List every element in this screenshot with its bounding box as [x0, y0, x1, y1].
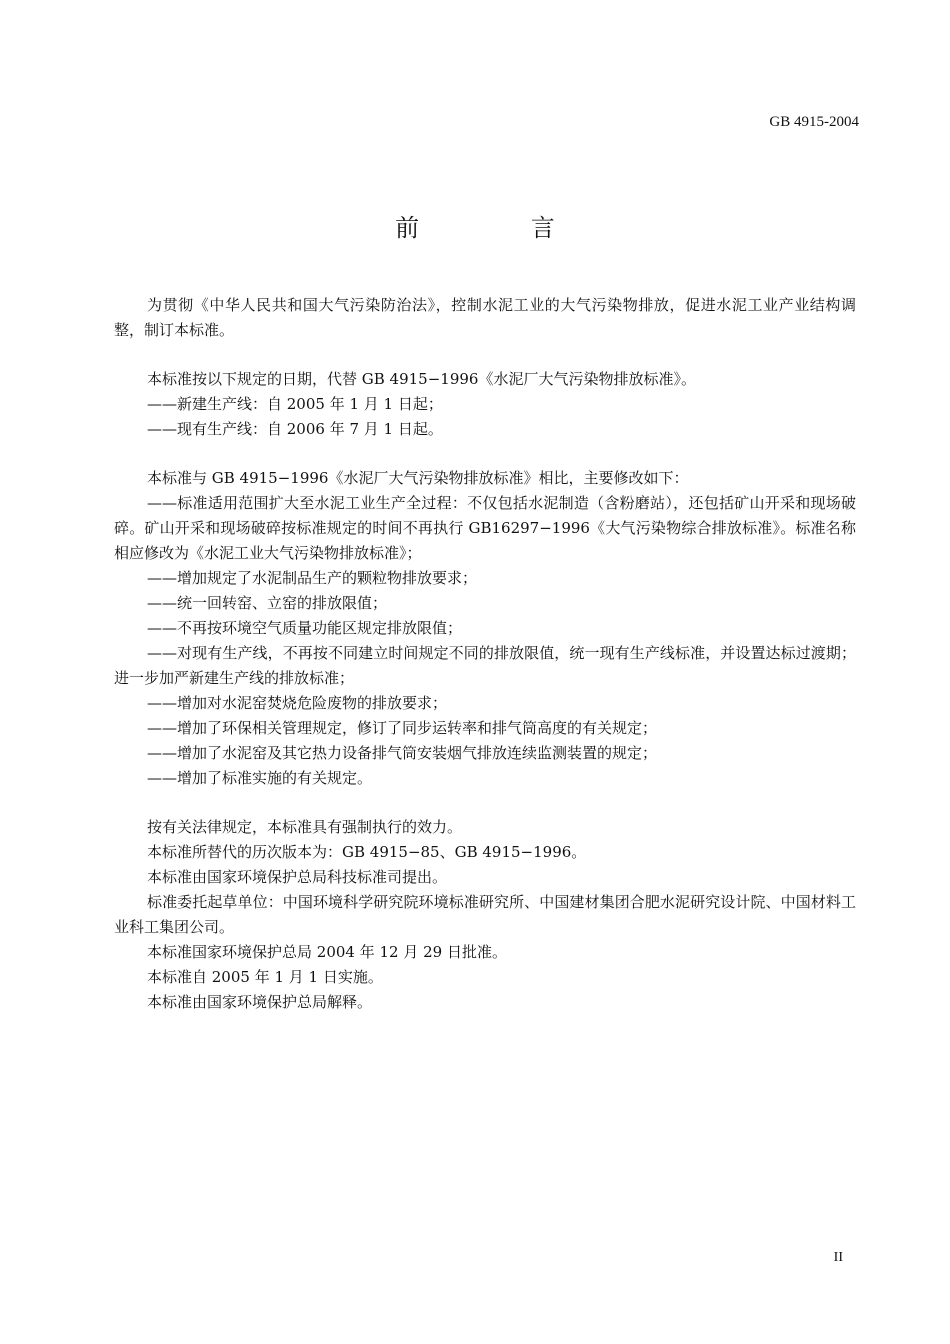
list-item: ——不再按环境空气质量功能区规定排放限值；	[147, 619, 463, 637]
paragraph-changes-intro: 本标准与 GB 4915−1996《水泥厂大气污染物排放标准》相比，主要修改如下：	[147, 469, 689, 487]
paragraph-effective-date: 本标准自 2005 年 1 月 1 日实施。	[147, 968, 383, 986]
paragraph-drafting-units: 标准委托起草单位：中国环境科学研究院环境标准研究所、中国建材集团合肥水泥研究设计院、中国材料工业科工集团公司。	[114, 893, 856, 936]
list-item: ——统一回转窑、立窑的排放限值；	[147, 594, 388, 612]
list-item: ——增加对水泥窑焚烧危险废物的排放要求；	[147, 694, 448, 712]
paragraph-approval-date: 本标准国家环境保护总局 2004 年 12 月 29 日批准。	[147, 943, 507, 961]
list-item: ——增加了环保相关管理规定，修订了同步运转率和排气筒高度的有关规定；	[147, 719, 658, 737]
list-item: ——增加规定了水泥制品生产的颗粒物排放要求；	[147, 569, 478, 587]
page-number: II	[833, 1250, 843, 1265]
paragraph-previous-versions: 本标准所替代的历次版本为：GB 4915−85、GB 4915−1996。	[147, 843, 587, 861]
list-item-new-lines: ——新建生产线：自 2005 年 1 月 1 日起；	[147, 395, 443, 413]
paragraph-legal-effect: 按有关法律规定，本标准具有强制执行的效力。	[147, 818, 463, 836]
paragraph-proposer: 本标准由国家环境保护总局科技标准司提出。	[147, 868, 448, 886]
paragraph-replacement: 本标准按以下规定的日期，代替 GB 4915−1996《水泥厂大气污染物排放标准》。	[147, 370, 696, 388]
preface-body	[114, 293, 856, 1015]
paragraph-interpretation: 本标准由国家环境保护总局解释。	[147, 993, 373, 1011]
list-item: ——增加了水泥窑及其它热力设备排气筒安装烟气排放连续监测装置的规定；	[147, 744, 658, 762]
paragraph-purpose: 为贯彻《中华人民共和国大气污染防治法》，控制水泥工业的大气污染物排放，促进水泥工业产业结构调整，制订本标准。	[114, 296, 856, 339]
list-item: ——标准适用范围扩大至水泥工业生产全过程：不仅包括水泥制造（含粉磨站），还包括矿山开采和现场破碎。矿山开采和现场破碎按标准规定的时间不再执行 GB16297−1996《大气污染物综合排放标准》。标准名称相应修改为《水泥工业大气污染物排放标准》；	[114, 494, 856, 562]
standard-code: GB 4915-2004	[769, 114, 859, 130]
list-item-existing-lines: ——现有生产线：自 2006 年 7 月 1 日起。	[147, 420, 443, 438]
list-item: ——对现有生产线，不再按不同建立时间规定不同的排放限值，统一现有生产线标准，并设置达标过渡期；进一步加严新建生产线的排放标准；	[114, 644, 856, 687]
page-title: 前 言	[395, 214, 607, 242]
list-item: ——增加了标准实施的有关规定。	[147, 769, 373, 787]
